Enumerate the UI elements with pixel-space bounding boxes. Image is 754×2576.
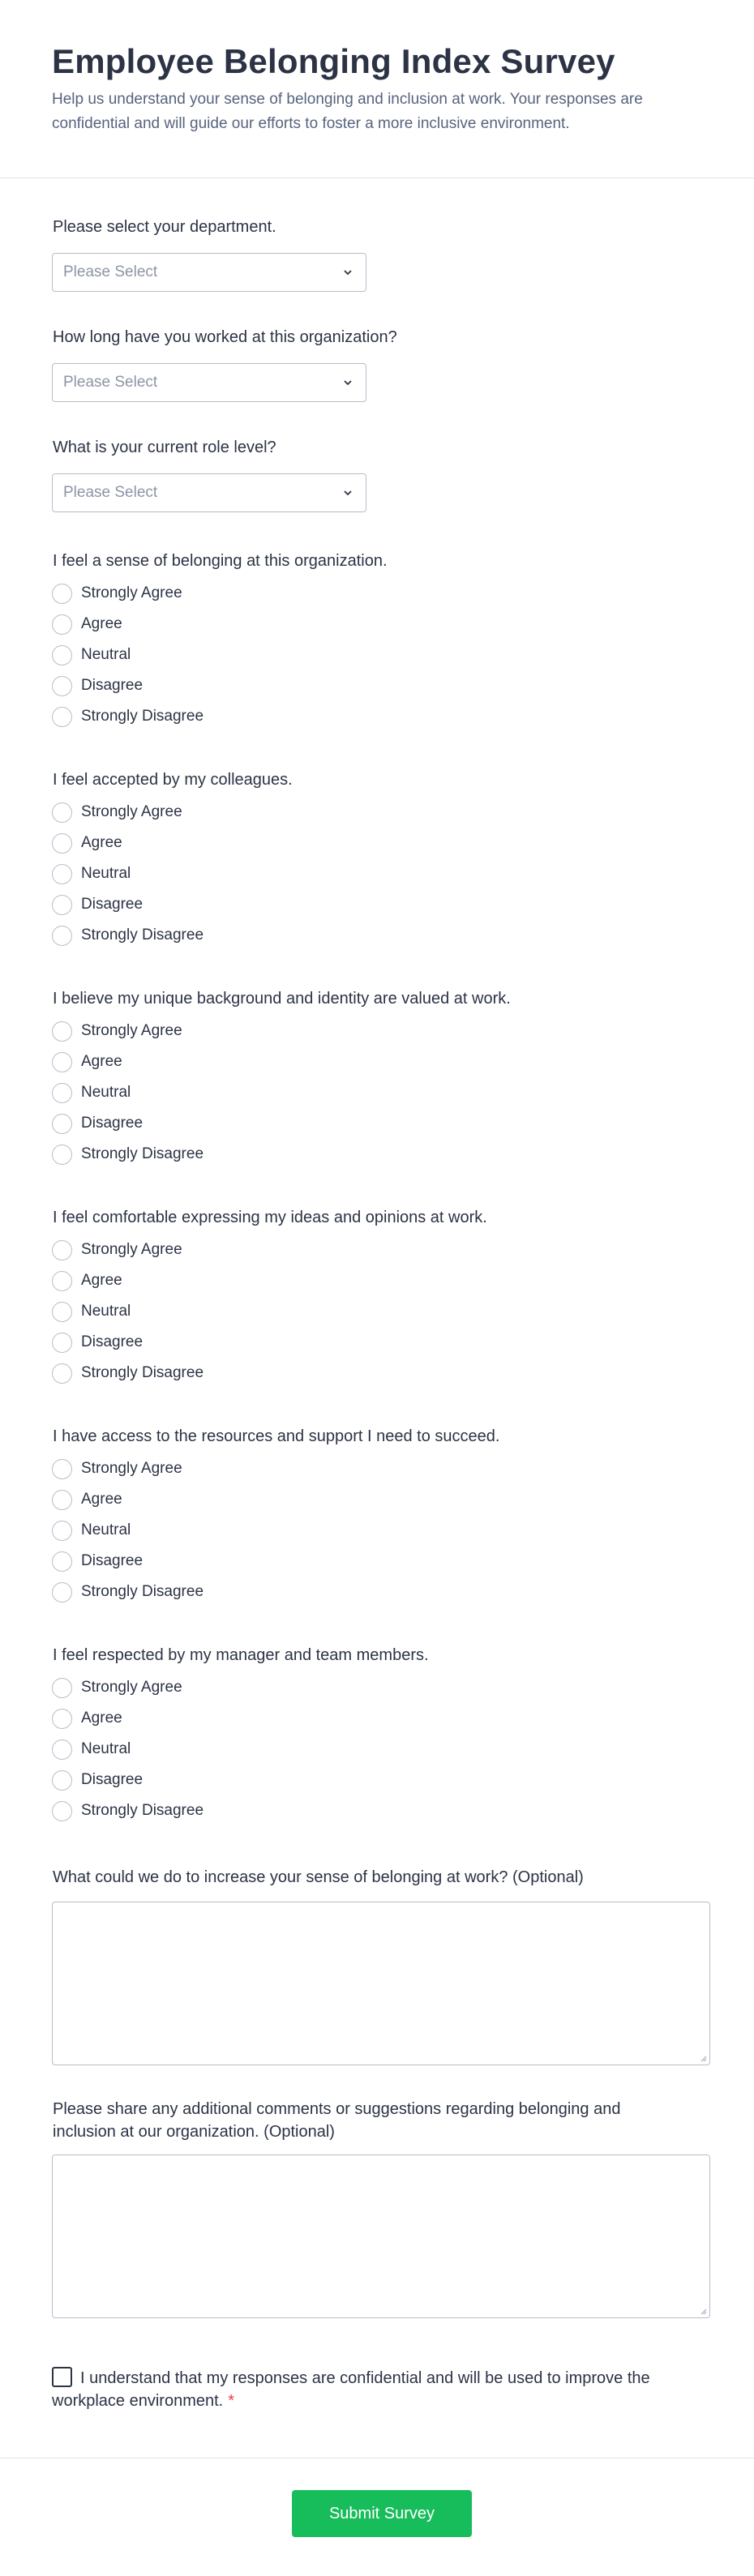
radio-button[interactable] — [52, 1551, 72, 1572]
belonging-ideas-textarea[interactable] — [53, 1902, 709, 2065]
department-label: Please select your department. — [53, 218, 276, 236]
radio-question-label: I feel comfortable expressing my ideas and opinions at work. — [53, 1209, 487, 1226]
radio-option-label: Neutral — [81, 1084, 131, 1101]
radio-option[interactable] — [52, 1112, 143, 1135]
radio-button[interactable] — [52, 1363, 72, 1384]
radio-option[interactable] — [52, 705, 203, 728]
belonging-ideas-label: What could we do to increase your sense of belonging at work? (Optional) — [53, 1868, 584, 1886]
radio-option[interactable] — [52, 613, 122, 635]
radio-button[interactable] — [52, 1240, 72, 1260]
radio-option[interactable] — [52, 1081, 131, 1104]
role-level-select-placeholder: Please Select — [63, 484, 158, 501]
radio-option[interactable] — [52, 1331, 143, 1354]
radio-option[interactable] — [52, 801, 182, 824]
radio-option[interactable] — [52, 1457, 182, 1480]
tenure-select[interactable] — [52, 363, 366, 402]
radio-option[interactable] — [52, 1799, 203, 1822]
form-title: Employee Belonging Index Survey — [52, 42, 615, 80]
radio-option[interactable] — [52, 832, 122, 854]
form-header — [0, 0, 754, 178]
radio-option-label: Disagree — [81, 1333, 144, 1350]
resize-grip-icon[interactable] — [699, 2054, 707, 2062]
radio-option[interactable] — [52, 582, 182, 605]
radio-option[interactable] — [52, 1581, 203, 1603]
department-select[interactable] — [52, 253, 366, 292]
tenure-label: How long have you worked at this organization? — [53, 328, 397, 346]
radio-button[interactable] — [52, 1709, 72, 1729]
radio-option[interactable] — [52, 893, 143, 916]
radio-button[interactable] — [52, 584, 72, 604]
radio-option[interactable] — [52, 1269, 122, 1292]
radio-button[interactable] — [52, 1582, 72, 1603]
radio-question-label: I feel respected by my manager and team members. — [53, 1646, 429, 1664]
radio-button[interactable] — [52, 833, 72, 854]
additional-comments-label: Please share any additional comments or suggestions regarding belonging and inclusion at our organization. (Optional) — [53, 2100, 621, 2141]
radio-option-label: Agree — [81, 1053, 122, 1070]
additional-comments-textarea-box — [52, 2155, 710, 2318]
radio-question-label: I feel accepted by my colleagues. — [53, 771, 293, 789]
radio-option-label: Strongly Disagree — [81, 1583, 204, 1600]
consent-text: I understand that my responses are confidential and will be used to improve the workplace environment. — [52, 2369, 650, 2410]
radio-button[interactable] — [52, 864, 72, 884]
consent-field — [52, 2367, 692, 2412]
radio-option[interactable] — [52, 644, 131, 666]
radio-button[interactable] — [52, 1052, 72, 1072]
radio-option[interactable] — [52, 1519, 131, 1542]
radio-button[interactable] — [52, 1302, 72, 1322]
radio-option-label: Strongly Agree — [81, 1022, 182, 1039]
radio-option-label: Disagree — [81, 1115, 144, 1132]
radio-option-label: Agree — [81, 1491, 122, 1508]
radio-option-label: Strongly Agree — [81, 584, 182, 601]
radio-option-label: Disagree — [81, 1552, 144, 1569]
form-description: Help us understand your sense of belonging and inclusion at work. Your responses are confidential and will guide our efforts to foster a more inclusive environment. — [52, 91, 643, 132]
radio-option[interactable] — [52, 1769, 143, 1791]
tenure-select-placeholder: Please Select — [63, 374, 158, 391]
radio-option-label: Strongly Disagree — [81, 926, 204, 944]
radio-question-label: I feel a sense of belonging at this organization. — [53, 552, 388, 570]
chevron-down-icon — [341, 486, 354, 499]
chevron-down-icon — [341, 266, 354, 279]
consent-checkbox[interactable] — [52, 2367, 72, 2387]
radio-option-label: Agree — [81, 834, 122, 851]
radio-option-label: Strongly Agree — [81, 1460, 182, 1477]
radio-button[interactable] — [52, 1114, 72, 1134]
radio-question-label: I believe my unique background and identity are valued at work. — [53, 990, 511, 1008]
radio-button[interactable] — [52, 1333, 72, 1353]
radio-button[interactable] — [52, 1459, 72, 1479]
radio-option-label: Strongly Disagree — [81, 1145, 204, 1162]
radio-option-label: Disagree — [81, 677, 144, 694]
radio-button[interactable] — [52, 614, 72, 635]
radio-button[interactable] — [52, 1678, 72, 1698]
radio-button[interactable] — [52, 1739, 72, 1760]
radio-button[interactable] — [52, 1271, 72, 1291]
role-level-select[interactable] — [52, 473, 366, 512]
department-select-placeholder: Please Select — [63, 263, 158, 280]
radio-option[interactable] — [52, 1707, 122, 1730]
radio-option[interactable] — [52, 1738, 131, 1761]
radio-option-label: Disagree — [81, 1771, 144, 1788]
radio-button[interactable] — [52, 707, 72, 727]
radio-button[interactable] — [52, 676, 72, 696]
belonging-ideas-textarea-box — [52, 1902, 710, 2065]
radio-option-label: Agree — [81, 1709, 122, 1727]
radio-option-label: Strongly Agree — [81, 803, 182, 820]
radio-option[interactable] — [52, 1488, 122, 1511]
radio-option[interactable] — [52, 1020, 182, 1042]
radio-button[interactable] — [52, 1145, 72, 1165]
radio-option-label: Strongly Agree — [81, 1241, 182, 1258]
radio-option-label: Neutral — [81, 1521, 131, 1538]
radio-option[interactable] — [52, 862, 131, 885]
radio-button[interactable] — [52, 1490, 72, 1510]
radio-option-label: Disagree — [81, 896, 144, 913]
submit-survey-button[interactable]: Submit Survey — [292, 2490, 472, 2537]
radio-question-label: I have access to the resources and support I need to succeed. — [53, 1427, 500, 1445]
radio-button[interactable] — [52, 1801, 72, 1821]
additional-comments-textarea[interactable] — [53, 2155, 709, 2317]
radio-option-label: Strongly Disagree — [81, 708, 204, 725]
radio-button[interactable] — [52, 895, 72, 915]
required-mark: * — [228, 2392, 235, 2410]
radio-option[interactable] — [52, 1143, 203, 1166]
radio-option[interactable] — [52, 674, 143, 697]
radio-option[interactable] — [52, 924, 203, 947]
radio-option-label: Agree — [81, 615, 122, 632]
radio-option[interactable] — [52, 1676, 182, 1699]
radio-button[interactable] — [52, 1770, 72, 1791]
radio-option[interactable] — [52, 1550, 143, 1573]
radio-option-label: Strongly Disagree — [81, 1364, 204, 1381]
radio-button[interactable] — [52, 1021, 72, 1042]
chevron-down-icon — [341, 376, 354, 389]
radio-option[interactable] — [52, 1362, 203, 1384]
radio-button[interactable] — [52, 1521, 72, 1541]
radio-button[interactable] — [52, 645, 72, 665]
radio-option[interactable] — [52, 1300, 131, 1323]
role-level-label: What is your current role level? — [53, 439, 276, 456]
radio-button[interactable] — [52, 926, 72, 946]
radio-option[interactable] — [52, 1051, 122, 1073]
radio-option-label: Neutral — [81, 1740, 131, 1757]
radio-button[interactable] — [52, 1083, 72, 1103]
radio-option[interactable] — [52, 1239, 182, 1261]
radio-option-label: Strongly Disagree — [81, 1802, 204, 1819]
resize-grip-icon[interactable] — [699, 2307, 707, 2315]
radio-button[interactable] — [52, 802, 72, 823]
radio-option-label: Agree — [81, 1272, 122, 1289]
radio-option-label: Neutral — [81, 1303, 131, 1320]
radio-option-label: Neutral — [81, 646, 131, 663]
radio-option-label: Neutral — [81, 865, 131, 882]
radio-option-label: Strongly Agree — [81, 1679, 182, 1696]
